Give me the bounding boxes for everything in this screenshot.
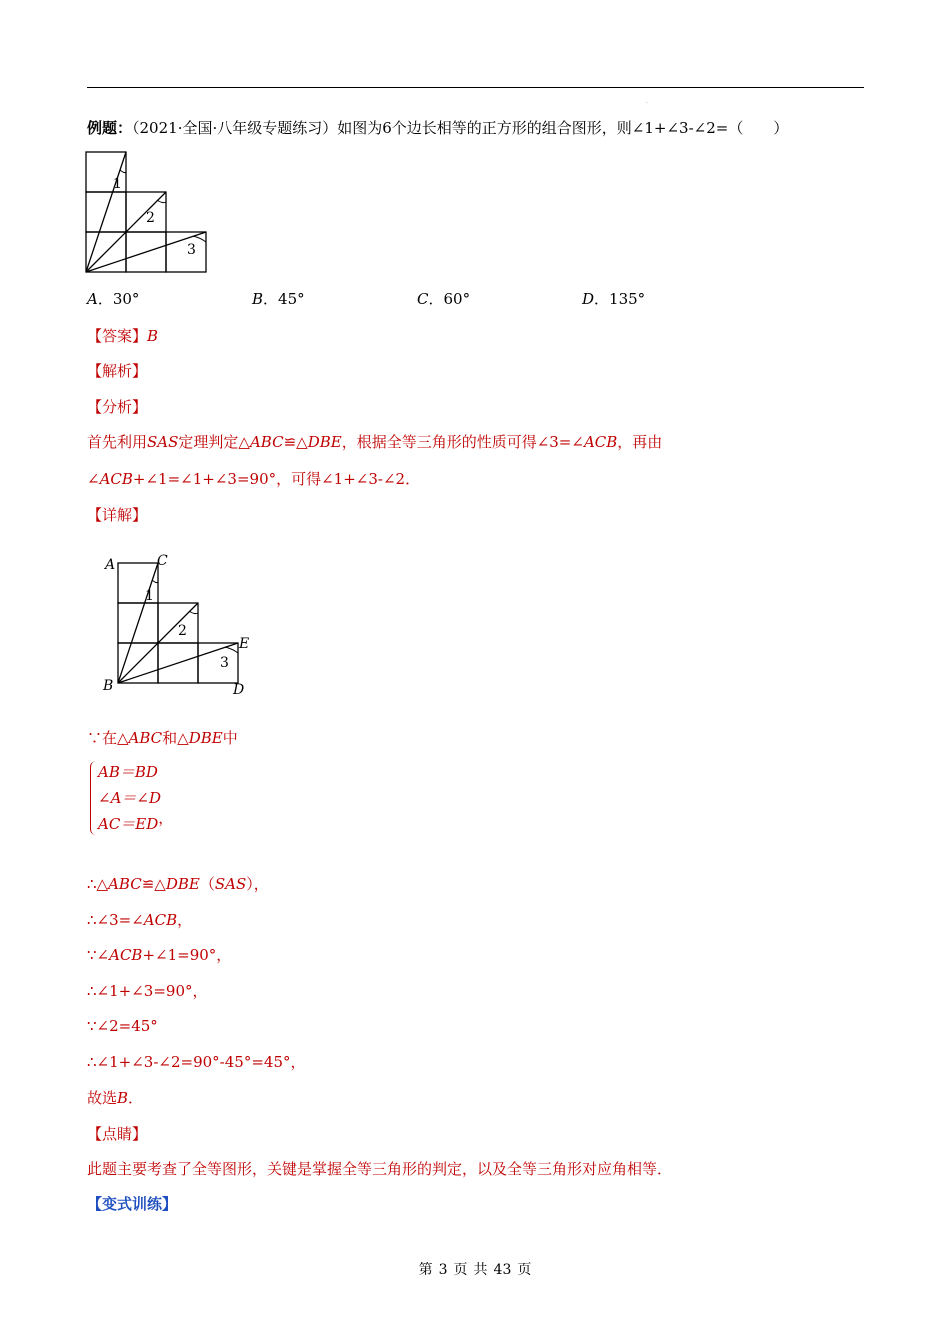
text-span: DBE <box>188 729 223 747</box>
example-label: 例题： <box>87 119 133 137</box>
angle-label-3: 3 <box>187 242 196 258</box>
text-span: B <box>117 1089 129 1107</box>
angle-label-2: 2 <box>178 623 187 639</box>
text-span: ， <box>177 911 193 929</box>
text-span: ≌△ <box>283 433 308 451</box>
footer-text: 页 <box>453 1262 468 1278</box>
text-span: 中 <box>222 729 238 747</box>
text-span: ∴∠3=∠ <box>87 911 144 929</box>
text-span: ∵∠ <box>87 946 110 964</box>
option-d-letter: D <box>582 290 595 308</box>
text-span: ACB <box>583 433 618 451</box>
text-span: DBE <box>165 875 200 893</box>
angle-label-1: 1 <box>145 588 154 604</box>
system-eq-2: ∠A＝∠D <box>98 789 161 807</box>
text-span: AC＝ED <box>98 815 159 833</box>
text-span: ACB <box>109 946 143 964</box>
figure-squares-2 <box>100 550 260 700</box>
text-span: +∠1=∠1+∠3=90°，可得∠1+∠3-∠2． <box>132 470 421 488</box>
solution-line-6: ∵∠2=45° <box>87 1017 158 1035</box>
figure-squares-1 <box>85 150 209 274</box>
text-span: 和△ <box>162 729 189 747</box>
angle-label-2: 2 <box>146 210 155 226</box>
footer-text: 第 <box>418 1262 433 1278</box>
solution-line-1 <box>87 728 238 748</box>
text-span: ，根据全等三角形的性质可得∠3=∠ <box>341 433 584 451</box>
option-d-text: ．135° <box>594 290 646 308</box>
text-span: ）， <box>246 875 269 893</box>
angle-arc <box>189 611 198 614</box>
text-span: SAS <box>147 433 179 451</box>
dianjing-text: 此题主要考查了全等图形，关键是掌握全等三角形的判定，以及全等三角形对应角相等． <box>87 1160 673 1178</box>
option-c[interactable] <box>417 289 470 309</box>
point-label-c: C <box>157 553 168 569</box>
angle-arc <box>225 647 238 653</box>
solution-line-7: ∴∠1+∠3-∠2=90°-45°=45°， <box>87 1053 306 1071</box>
solution-line-5: ∴∠1+∠3=90°， <box>87 982 208 1000</box>
option-c-letter: C <box>417 290 429 308</box>
segment-bc <box>118 563 158 683</box>
angle-arc <box>152 580 158 583</box>
answer-value: B <box>147 327 159 345</box>
point-label-e: E <box>239 636 250 652</box>
option-b-text: ．45° <box>263 290 305 308</box>
angle-arc <box>157 200 166 203</box>
text-span: ∴△ <box>87 875 109 893</box>
option-c-text: ．60° <box>428 290 471 308</box>
system-eq-1: AB＝BD <box>98 763 158 781</box>
text-span: DBE <box>307 433 342 451</box>
text-span: ABC <box>128 729 163 747</box>
dianjing-heading: 【点睛】 <box>87 1125 148 1143</box>
analysis-line-1 <box>87 432 662 452</box>
system-eq-3 <box>98 809 174 834</box>
option-b[interactable] <box>252 289 305 309</box>
option-a[interactable] <box>87 289 139 309</box>
solution-line-3 <box>87 910 192 930</box>
point-label-a: A <box>105 557 116 573</box>
page-footer <box>0 1259 950 1279</box>
bianshi-heading: 【变式训练】 <box>87 1195 178 1213</box>
text-span: ACB <box>143 911 178 929</box>
text-span: ． <box>128 1089 144 1107</box>
system-comma: ， <box>158 809 174 827</box>
text-span: ，再由 <box>617 433 663 451</box>
point-label-b: B <box>103 678 114 694</box>
angle-label-3: 3 <box>220 655 229 671</box>
text-span: ∵在△ <box>87 729 129 747</box>
text-span: ∠ <box>87 470 100 488</box>
text-span: 故选 <box>87 1089 118 1107</box>
jiexi-heading: 【解析】 <box>87 362 148 380</box>
text-span: 定理判定△ <box>178 433 250 451</box>
text-span: （ <box>199 875 215 893</box>
header-rule <box>87 87 864 88</box>
text-span: SAS <box>214 875 247 893</box>
decorative-dot: . <box>646 98 648 105</box>
text-span: 首先利用 <box>87 433 148 451</box>
footer-total-pages: 43 <box>493 1262 512 1278</box>
solution-line-8 <box>87 1088 143 1108</box>
footer-text: 共 <box>473 1262 488 1278</box>
text-span: +∠1=90°， <box>142 946 232 964</box>
text-span: ABC <box>108 875 142 893</box>
analysis-line-2 <box>87 469 420 489</box>
example-text: （2021·全国·八年级专题练习）如图为6个边长相等的正方形的组合图形，则∠1+∠3-∠2=（ ） <box>132 119 789 137</box>
angle-label-1: 1 <box>113 176 122 192</box>
option-d[interactable] <box>582 289 645 309</box>
xiangjie-heading: 【详解】 <box>87 506 148 524</box>
text-span: ACB <box>99 470 133 488</box>
option-a-text: ．30° <box>97 290 140 308</box>
footer-text: 页 <box>517 1262 532 1278</box>
answer-line <box>87 326 158 346</box>
option-b-letter: B <box>252 290 264 308</box>
text-span: ABC <box>249 433 284 451</box>
system-brace <box>90 761 97 835</box>
point-label-d: D <box>233 682 245 698</box>
text-span: ≌△ <box>141 875 166 893</box>
example-question <box>87 118 788 138</box>
angle-arc <box>120 170 126 173</box>
solution-line-4 <box>87 945 231 965</box>
fenxi-heading: 【分析】 <box>87 398 148 416</box>
option-a-letter: A <box>87 290 98 308</box>
solution-line-2 <box>87 874 269 894</box>
answer-label: 【答案】 <box>87 327 148 345</box>
footer-page-number: 3 <box>438 1262 448 1278</box>
